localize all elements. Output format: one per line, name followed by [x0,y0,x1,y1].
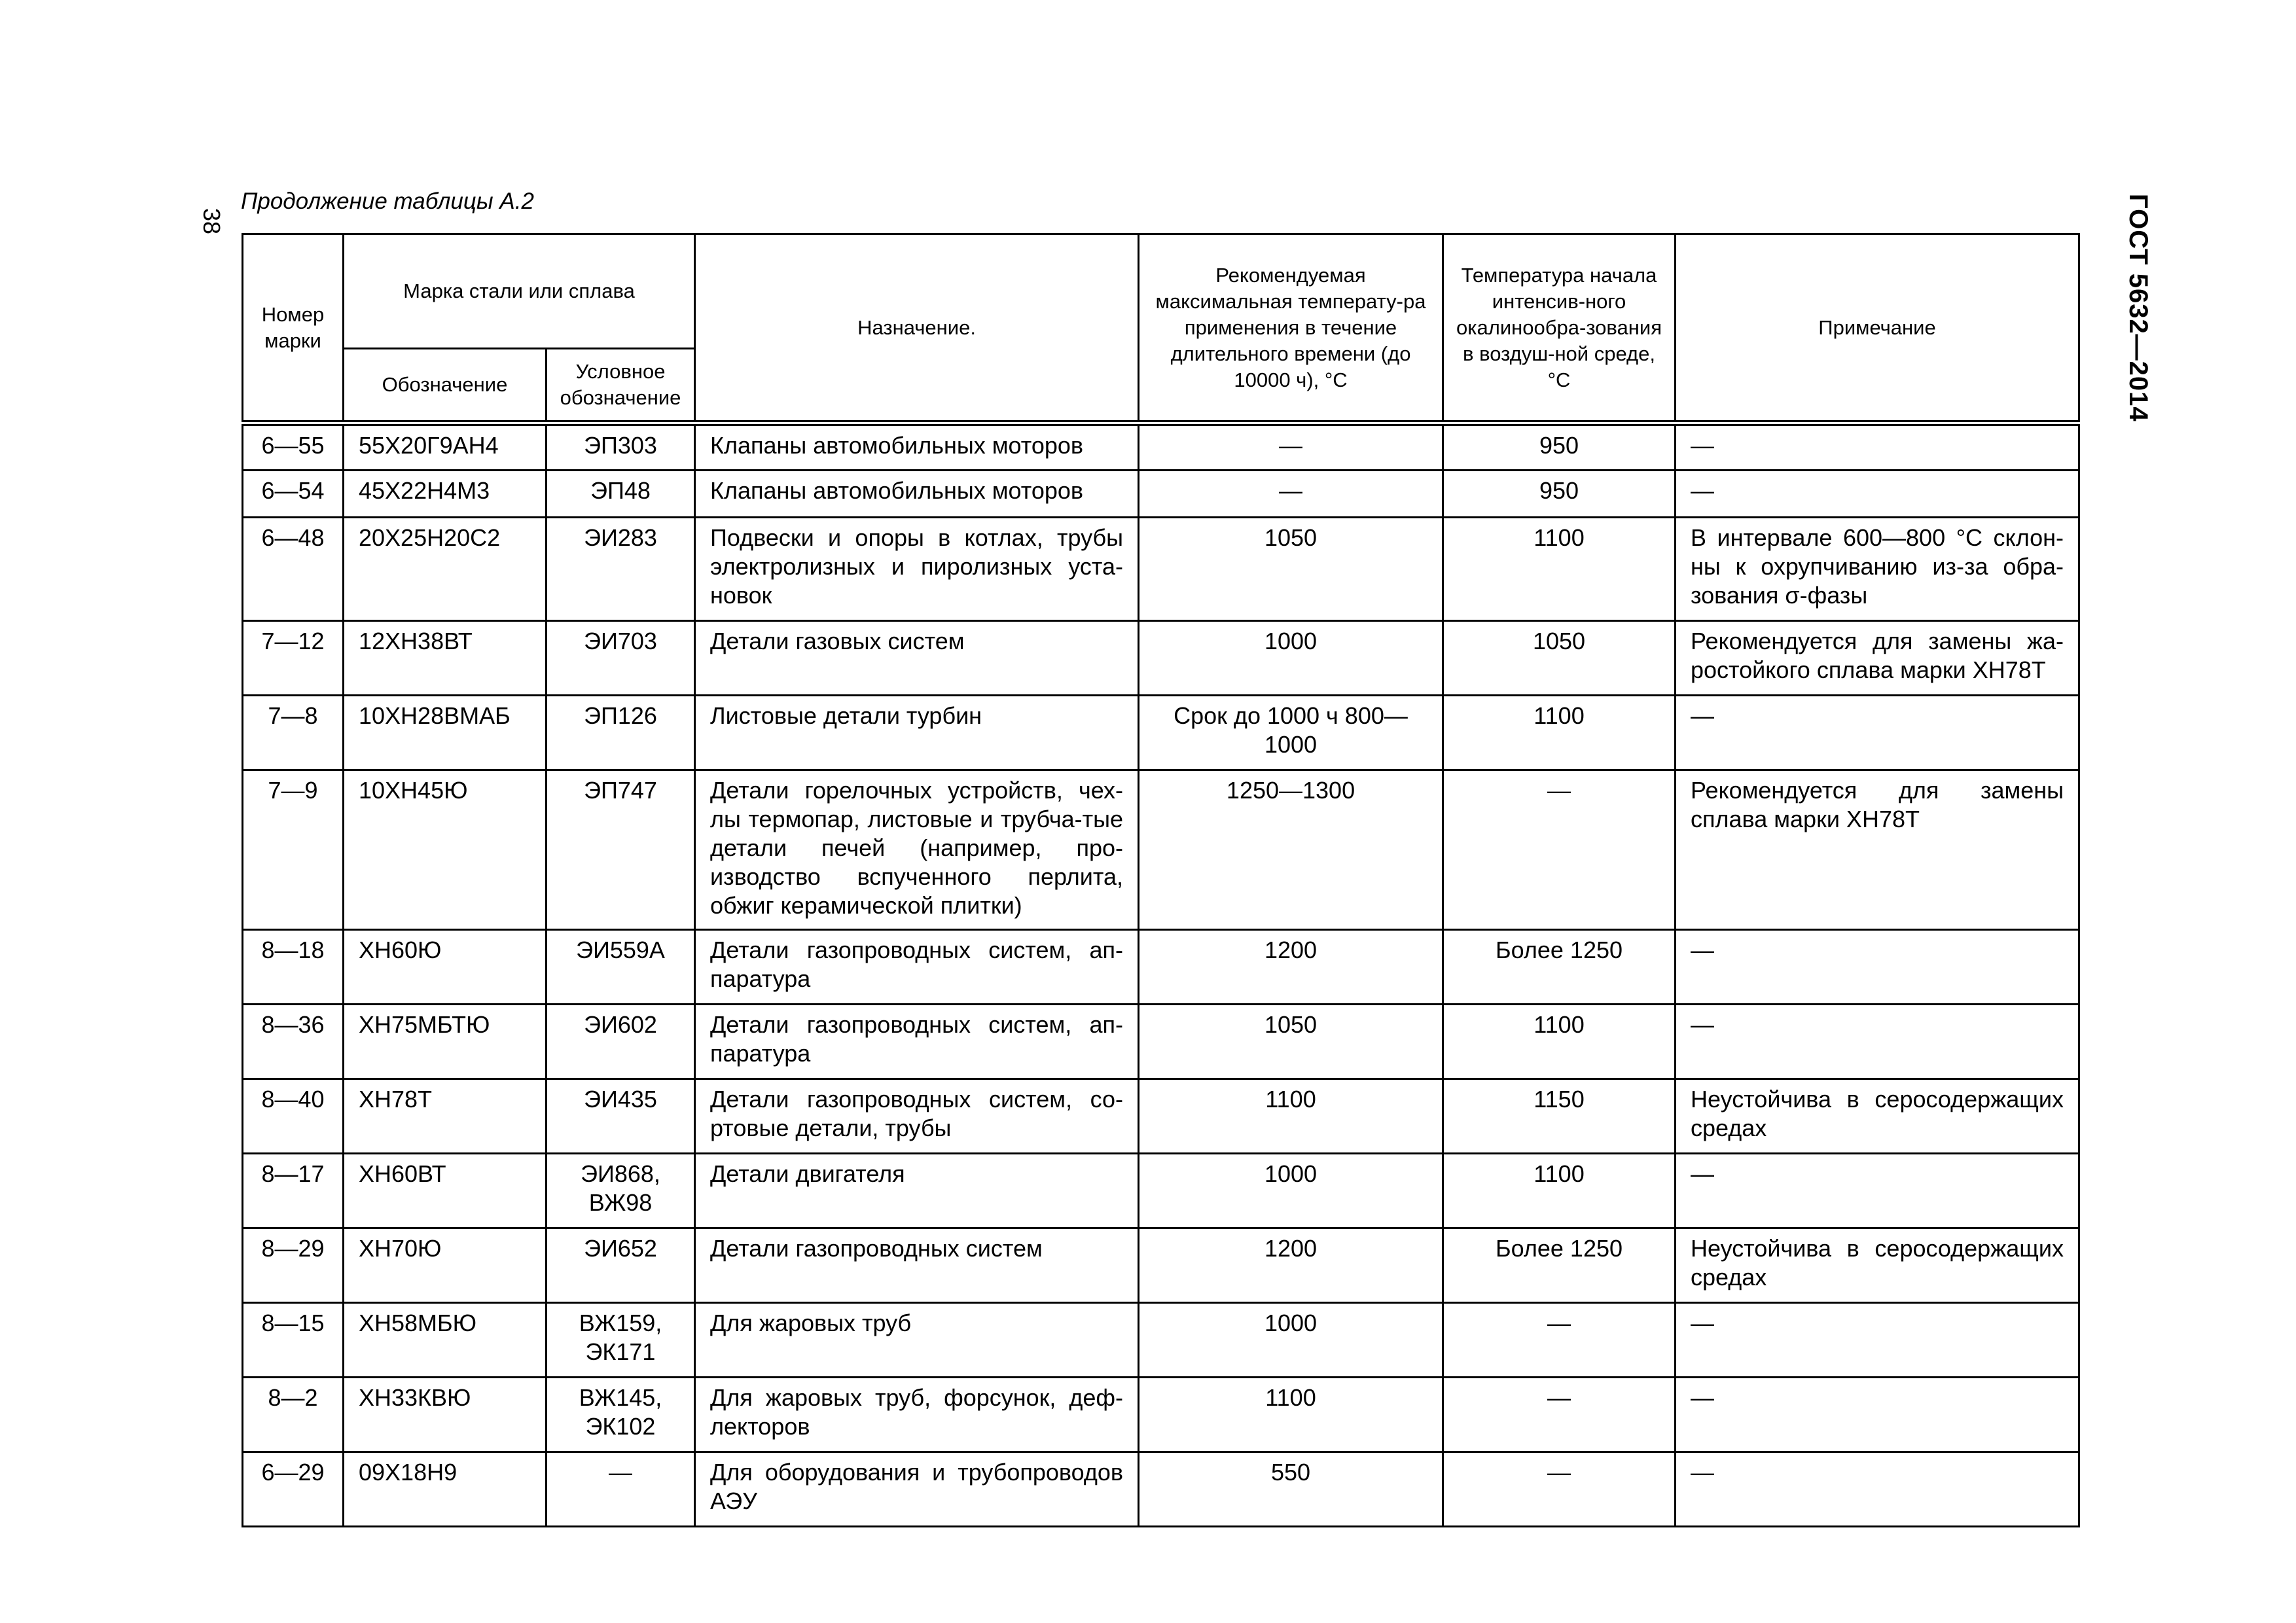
cell-number: 6—54 [243,471,344,518]
cell-note: — [1676,696,2079,770]
cell-scaling-temp: 1100 [1443,696,1676,770]
cell-purpose: Для жаровых труб, форсунок, деф-лекторов [695,1378,1139,1452]
cell-purpose: Детали горелочных устройств, чех-лы термопар, листовые и трубча-тые детали печей (например, про-изводство вспученного перлита, обжиг керамической плитки) [695,770,1139,930]
cell-purpose: Листовые детали турбин [695,696,1139,770]
table-row [243,1303,2079,1378]
cell-designation: 55Х20Г9АН4 [344,423,547,471]
cell-max-temp: 1200 [1139,930,1443,1005]
cell-scaling-temp: 1100 [1443,518,1676,621]
cell-conventional: ЭП48 [547,471,695,518]
cell-note: — [1676,1154,2079,1228]
table-row [243,1452,2079,1527]
cell-designation: ХН60ВТ [344,1154,547,1228]
cell-designation: ХН58МБЮ [344,1303,547,1378]
header-note: Примечание [1676,234,2079,423]
cell-max-temp: 1050 [1139,518,1443,621]
cell-max-temp: 1000 [1139,1303,1443,1378]
cell-max-temp: 1200 [1139,1228,1443,1303]
cell-conventional: ЭИ652 [547,1228,695,1303]
cell-number: 8—2 [243,1378,344,1452]
header-conventional: Условное обозначение [547,349,695,423]
cell-max-temp: 1100 [1139,1378,1443,1452]
cell-number: 8—15 [243,1303,344,1378]
header-number: Номер марки [243,234,344,423]
cell-note: — [1676,423,2079,471]
cell-scaling-temp: Более 1250 [1443,1228,1676,1303]
cell-purpose: Детали газопроводных систем, ап-паратура [695,930,1139,1005]
cell-conventional: ЭИ435 [547,1079,695,1154]
cell-conventional: ВЖ145, ЭК102 [547,1378,695,1452]
table-row [243,696,2079,770]
cell-designation: 10ХН45Ю [344,770,547,930]
cell-conventional: ЭИ703 [547,621,695,696]
cell-scaling-temp: 1100 [1443,1005,1676,1079]
cell-number: 6—48 [243,518,344,621]
cell-number: 7—12 [243,621,344,696]
cell-number: 8—36 [243,1005,344,1079]
table-row [243,1154,2079,1228]
cell-conventional: ЭП747 [547,770,695,930]
table-row [243,621,2079,696]
cell-scaling-temp: — [1443,1378,1676,1452]
cell-designation: 09Х18Н9 [344,1452,547,1527]
header-max-temp: Рекомендуемая максимальная температу-ра применения в течение длительного времени (до 10000 ч), °С [1139,234,1443,423]
cell-max-temp: 1000 [1139,1154,1443,1228]
table-header [243,234,2079,423]
cell-scaling-temp: — [1443,1452,1676,1527]
header-scaling-temp: Температура начала интенсив-ного окалинообра-зования в воздуш-ной среде, °С [1443,234,1676,423]
table-row [243,1005,2079,1079]
cell-designation: 12ХН38ВТ [344,621,547,696]
header-purpose: Назначение. [695,234,1139,423]
cell-scaling-temp: Более 1250 [1443,930,1676,1005]
cell-designation: 20Х25Н20С2 [344,518,547,621]
cell-purpose: Клапаны автомобильных моторов [695,471,1139,518]
cell-number: 8—18 [243,930,344,1005]
cell-max-temp: 1050 [1139,1005,1443,1079]
cell-note: Рекомендуется для замены жа-ростойкого сплава марки ХН78Т [1676,621,2079,696]
cell-designation: 10ХН28ВМАБ [344,696,547,770]
cell-conventional: ЭИ559А [547,930,695,1005]
cell-conventional: ЭИ602 [547,1005,695,1079]
cell-max-temp: — [1139,423,1443,471]
cell-purpose: Для жаровых труб [695,1303,1139,1378]
table-row [243,1228,2079,1303]
cell-number: 7—8 [243,696,344,770]
cell-number: 8—40 [243,1079,344,1154]
cell-number: 8—29 [243,1228,344,1303]
cell-conventional: ЭП303 [547,423,695,471]
cell-purpose: Детали газопроводных систем, со-ртовые детали, трубы [695,1079,1139,1154]
cell-note: — [1676,1303,2079,1378]
cell-conventional: ЭИ868, ВЖ98 [547,1154,695,1228]
cell-number: 8—17 [243,1154,344,1228]
cell-scaling-temp: — [1443,770,1676,930]
cell-scaling-temp: 1150 [1443,1079,1676,1154]
cell-designation: ХН70Ю [344,1228,547,1303]
cell-number: 7—9 [243,770,344,930]
cell-note: — [1676,471,2079,518]
table-row [243,518,2079,621]
cell-max-temp: 1250—1300 [1139,770,1443,930]
cell-max-temp: 1100 [1139,1079,1443,1154]
cell-purpose: Детали газопроводных систем [695,1228,1139,1303]
cell-designation: ХН78Т [344,1079,547,1154]
table-row [243,1079,2079,1154]
cell-conventional: ЭП126 [547,696,695,770]
cell-purpose: Для оборудования и трубопроводов АЭУ [695,1452,1139,1527]
cell-note: Неустойчива в серосодержащих средах [1676,1228,2079,1303]
cell-max-temp: 550 [1139,1452,1443,1527]
cell-purpose: Подвески и опоры в котлах, трубы электролизных и пиролизных уста-новок [695,518,1139,621]
cell-designation: ХН60Ю [344,930,547,1005]
cell-designation: ХН33КВЮ [344,1378,547,1452]
cell-note: — [1676,1005,2079,1079]
table-row [243,1378,2079,1452]
cell-note: — [1676,1452,2079,1527]
standard-code: ГОСТ 5632—2014 [2124,194,2153,422]
table-row [243,770,2079,930]
cell-number: 6—29 [243,1452,344,1527]
cell-scaling-temp: 950 [1443,423,1676,471]
cell-note: В интервале 600—800 °С склон-ны к охрупчиванию из-за обра-зования σ-фазы [1676,518,2079,621]
cell-purpose: Детали двигателя [695,1154,1139,1228]
cell-scaling-temp: 1100 [1443,1154,1676,1228]
cell-note: — [1676,930,2079,1005]
table-row [243,471,2079,518]
cell-purpose: Детали газовых систем [695,621,1139,696]
cell-max-temp: Срок до 1000 ч 800—1000 [1139,696,1443,770]
cell-conventional: ВЖ159, ЭК171 [547,1303,695,1378]
cell-scaling-temp: 950 [1443,471,1676,518]
cell-purpose: Клапаны автомобильных моторов [695,423,1139,471]
cell-conventional: — [547,1452,695,1527]
cell-note: Рекомендуется для замены сплава марки ХН78Т [1676,770,2079,930]
cell-designation: ХН75МБТЮ [344,1005,547,1079]
cell-scaling-temp: 1050 [1443,621,1676,696]
page-number: 38 [198,208,225,235]
cell-conventional: ЭИ283 [547,518,695,621]
cell-note: — [1676,1378,2079,1452]
header-designation: Обозначение [344,349,547,423]
cell-max-temp: — [1139,471,1443,518]
steel-grades-table [242,233,2080,1527]
cell-purpose: Детали газопроводных систем, ап-паратура [695,1005,1139,1079]
cell-note: Неустойчива в серосодержащих средах [1676,1079,2079,1154]
table-row [243,930,2079,1005]
table-body [243,423,2079,1527]
header-grade-group: Марка стали или сплава [344,234,695,349]
cell-max-temp: 1000 [1139,621,1443,696]
cell-number: 6—55 [243,423,344,471]
cell-scaling-temp: — [1443,1303,1676,1378]
cell-designation: 45Х22Н4М3 [344,471,547,518]
table-row [243,423,2079,471]
table-caption: Продолжение таблицы А.2 [241,188,534,214]
